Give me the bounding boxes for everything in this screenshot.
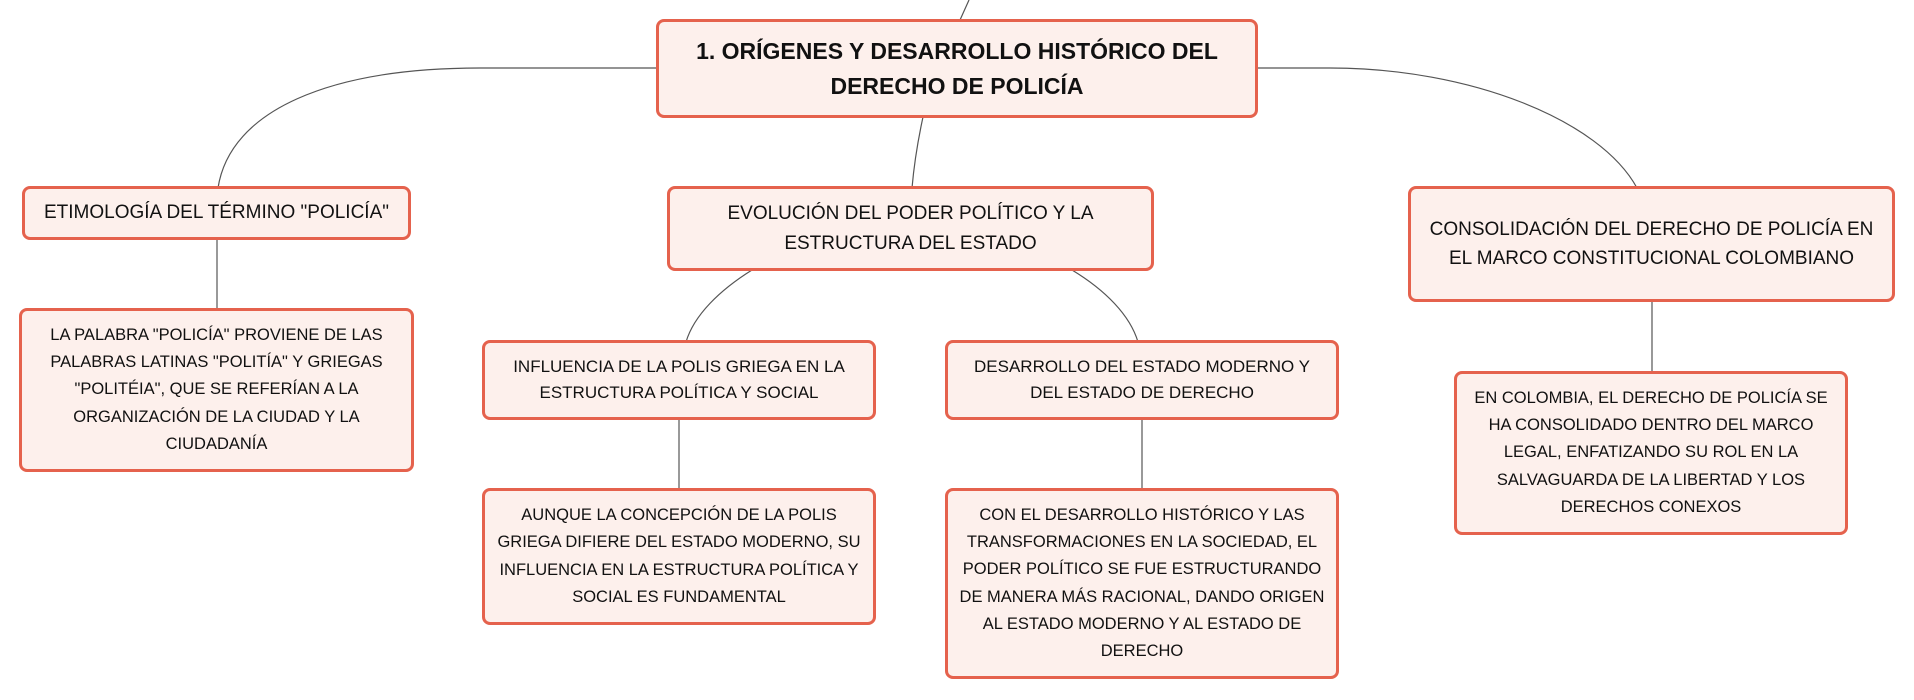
branch-evolucion-node[interactable] [667, 186, 1154, 271]
connector-evolucion-estado [1072, 270, 1138, 342]
detail-consolidacion-node[interactable] [1454, 371, 1848, 535]
detail-polis-node[interactable] [482, 488, 876, 625]
connector-root-consolidacion [1256, 68, 1637, 188]
sub-polis-label: INFLUENCIA DE LA POLIS GRIEGA EN LA ESTRUCTURA POLÍTICA Y SOCIAL [513, 356, 845, 402]
branch-etimologia-node[interactable] [22, 186, 411, 240]
connector-root-parent [960, 0, 969, 20]
sub-estado-moderno-node[interactable] [945, 340, 1339, 420]
connector-root-etimologia [218, 68, 658, 188]
connector-root-evolucion [912, 117, 923, 188]
sub-estado-moderno-label: DESARROLLO DEL ESTADO MODERNO Y DEL ESTADO DE DERECHO [974, 356, 1310, 402]
detail-estado-moderno-node[interactable] [945, 488, 1339, 679]
sub-polis-node[interactable] [482, 340, 876, 420]
connector-evolucion-polis [686, 270, 752, 342]
branch-consolidacion-label: CONSOLIDACIÓN DEL DERECHO DE POLICÍA EN EL MARCO CONSTITUCIONAL COLOMBIANO [1429, 218, 1874, 269]
root-topic-node[interactable] [656, 19, 1258, 118]
branch-etimologia-label: ETIMOLOGÍA DEL TÉRMINO "POLICÍA" [43, 202, 389, 224]
detail-etimologia-node[interactable] [19, 308, 414, 472]
root-topic-title: 1. ORÍGENES Y DESARROLLO HISTÓRICO DEL DERECHO DE POLICÍA [696, 38, 1218, 99]
branch-consolidacion-node[interactable] [1408, 186, 1895, 302]
detail-estado-moderno-text: CON EL DESARROLLO HISTÓRICO Y LAS TRANSFORMACIONES EN LA SOCIEDAD, EL PODER POLÍTICO SE FUE ESTRUCTURANDO DE MANERA MÁS RACIONAL, DANDO ORIGEN AL ESTADO MODERNO Y AL ESTADO DE DERECHO [959, 505, 1325, 660]
detail-etimologia-text: LA PALABRA "POLICÍA" PROVIENE DE LAS PALABRAS LATINAS "POLITÍA" Y GRIEGAS "POLITÉIA", QUE SE REFERÍAN A LA ORGANIZACIÓN DE LA CIUDAD Y LA CIUDADANÍA [50, 325, 383, 453]
detail-consolidacion-text: EN COLOMBIA, EL DERECHO DE POLICÍA SE HA CONSOLIDADO DENTRO DEL MARCO LEGAL, ENFATIZANDO SU ROL EN LA SALVAGUARDA DE LA LIBERTAD Y LOS DERECHOS CONEXOS [1474, 388, 1828, 516]
detail-polis-text: AUNQUE LA CONCEPCIÓN DE LA POLIS GRIEGA DIFIERE DEL ESTADO MODERNO, SU INFLUENCIA EN LA ESTRUCTURA POLÍTICA Y SOCIAL ES FUNDAMENTAL [497, 506, 861, 606]
branch-evolucion-label: EVOLUCIÓN DEL PODER POLÍTICO Y LA ESTRUCTURA DEL ESTADO [727, 203, 1094, 254]
